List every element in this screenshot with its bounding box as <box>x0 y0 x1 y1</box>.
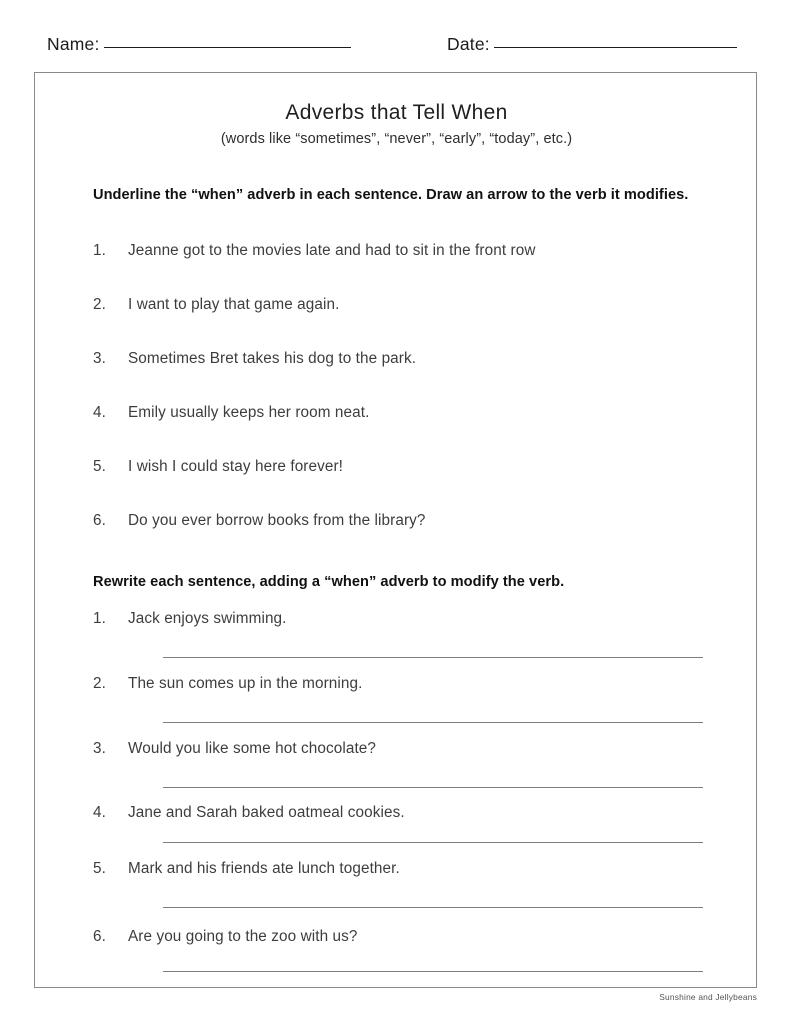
list-item <box>93 458 343 476</box>
worksheet-body <box>34 72 757 988</box>
item-text[interactable]: The sun comes up in the morning. <box>128 675 363 692</box>
title-block <box>35 100 758 147</box>
item-number: 2. <box>93 296 106 313</box>
answer-line[interactable] <box>163 787 703 788</box>
answer-line[interactable] <box>163 722 703 723</box>
list-item <box>93 296 339 314</box>
name-input-rule[interactable] <box>104 47 351 48</box>
item-text[interactable]: Jeanne got to the movies late and had to sit in the front row <box>128 242 536 259</box>
answer-line[interactable] <box>163 971 703 972</box>
item-text[interactable]: I wish I could stay here forever! <box>128 458 343 475</box>
item-number: 4. <box>93 804 106 821</box>
item-number: 5. <box>93 860 106 877</box>
answer-line[interactable] <box>163 842 703 843</box>
page-subtitle: (words like “sometimes”, “never”, “early”, “today”, etc.) <box>220 131 573 148</box>
answer-line[interactable] <box>163 907 703 908</box>
footer-credit: Sunshine and Jellybeans <box>659 992 757 1002</box>
item-text[interactable]: Are you going to the zoo with us? <box>128 928 358 945</box>
item-text[interactable]: Do you ever borrow books from the library? <box>128 512 426 529</box>
item-number: 4. <box>93 404 106 421</box>
date-field[interactable] <box>447 34 737 55</box>
item-number: 6. <box>93 512 106 529</box>
date-label: Date: <box>447 34 490 54</box>
item-text[interactable]: Mark and his friends ate lunch together. <box>128 860 400 877</box>
item-text[interactable]: I want to play that game again. <box>128 296 340 313</box>
list-item <box>93 404 369 422</box>
item-number: 6. <box>93 928 106 945</box>
list-item <box>93 740 376 758</box>
item-text[interactable]: Emily usually keeps her room neat. <box>128 404 370 421</box>
item-text[interactable]: Jack enjoys swimming. <box>128 610 287 627</box>
item-text[interactable]: Sometimes Bret takes his dog to the park. <box>128 350 417 367</box>
list-item <box>93 512 426 530</box>
page-title: Adverbs that Tell When <box>285 101 508 124</box>
item-number: 2. <box>93 675 106 692</box>
list-item <box>93 860 400 878</box>
item-text[interactable]: Would you like some hot chocolate? <box>128 740 377 757</box>
list-item <box>93 350 416 368</box>
item-number: 3. <box>93 350 106 367</box>
item-number: 1. <box>93 610 106 627</box>
list-item <box>93 804 405 822</box>
date-input-rule[interactable] <box>494 47 737 48</box>
item-number: 3. <box>93 740 106 757</box>
section-1-instructions: Underline the “when” adverb in each sentence. Draw an arrow to the verb it modifies. <box>93 187 689 203</box>
list-item <box>93 610 287 628</box>
worksheet-header <box>0 34 791 64</box>
item-text[interactable]: Jane and Sarah baked oatmeal cookies. <box>128 804 405 821</box>
name-field[interactable] <box>47 34 351 55</box>
name-label: Name: <box>47 34 100 54</box>
list-item <box>93 675 362 693</box>
item-number: 1. <box>93 242 106 259</box>
section-2-instructions: Rewrite each sentence, adding a “when” adverb to modify the verb. <box>93 574 565 590</box>
list-item <box>93 242 535 260</box>
item-number: 5. <box>93 458 106 475</box>
list-item <box>93 928 358 946</box>
answer-line[interactable] <box>163 657 703 658</box>
